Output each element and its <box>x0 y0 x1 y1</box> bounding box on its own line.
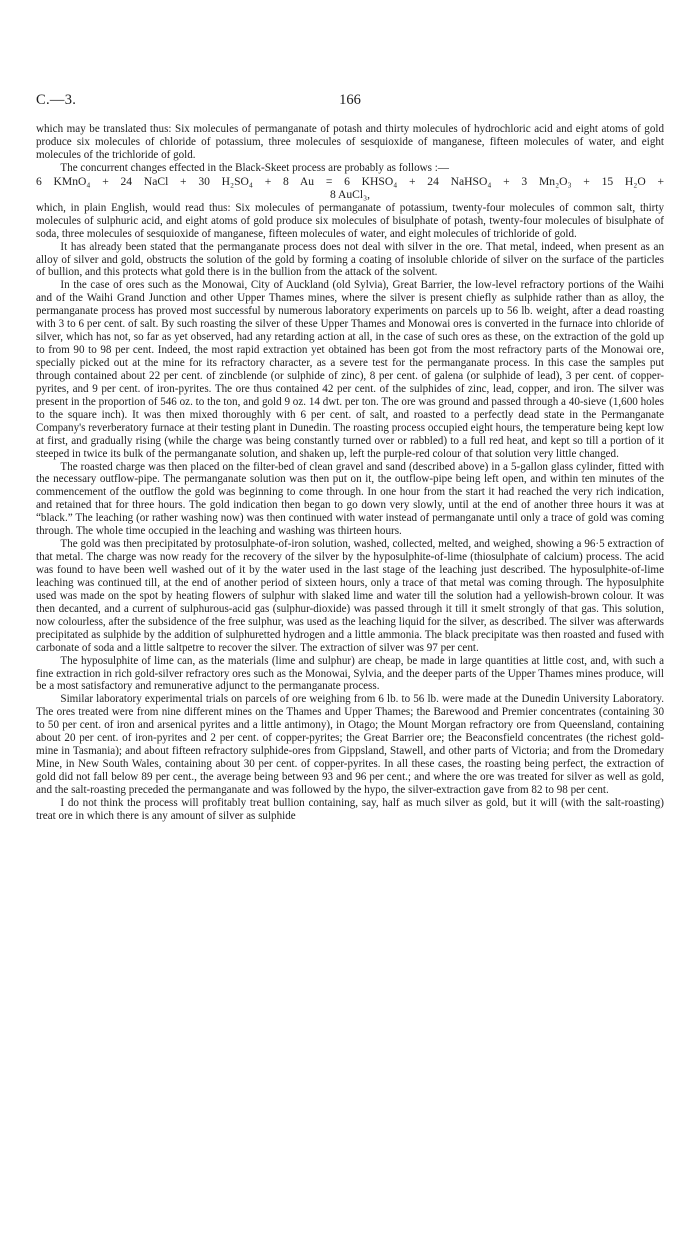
paragraph-black-skeet-intro: The concurrent changes effected in the Black-Skeet process are probably as follows :— <box>60 161 449 174</box>
paragraph-silver-note: It has already been stated that the permanganate process does not deal with silver in the ore. That metal, indeed, when present as an alloy of silver and gold, obstructs the solution of the gold by forming a coating of insoluble chloride of silver on the surface of the particles of bullion, and this protects what gold there is in the bullion from the attack of the solvent. <box>36 240 664 279</box>
paragraph-monowai-ores: In the case of ores such as the Monowai, City of Auckland (old Sylvia), Great Barrier, the low-level refractory portions of the Waihi and of the Waihi Grand Junction and other Upper Thames mines, where the silver is present chiefly as sulphide rather than as alloy, the permanganate process has proved most successful by numerous laboratory experiments on parcels up to 56 lb. weight, after a dead roasting with 3 to 6 per cent. of salt. By such roasting the silver of these Upper Thames and Monowai ores is converted in the furnace into chloride of silver, which has not, so far as yet observed, had any retarding action at all, in the case of such ores as these, on the extraction of the gold up to from 90 to 98 per cent. Indeed, the most rapid extraction yet obtained has been got from the most refractory parts of the Monowai ore, specially picked out at the mine for its refractory character, as a severe test for the permanganate process. In this case the samples put through contained about 22 per cent. of zincblende (or sulphide of zinc), 8 per cent. of galena (or sulphide of lead), 3 per cent. of copper-pyrites, and 9 per cent. of iron-pyrites. The ore thus contained 42 per cent. of the sulphides of zinc, lead, copper, and iron. The silver was present in the proportion of 546 oz. to the ton, and gold 9 oz. 14 dwt. per ton. The ore was ground and passed through a 40-sieve (1,600 holes to the square inch). It was then mixed thoroughly with 6 per cent. of salt, and roasted to a perfectly dead state in the Permanganate Company's reverberatory furnace at their testing plant in Dunedin. The roasting process occupied eight hours, the temperature being kept low at first, and gradually rising (while the charge was being constantly turned over or rabbled) to a full red heat, and kept so till a portion of it steeped in twice its bulk of the permanganate solution, and shaken up, left the purple-red colour of that solution very little changed. <box>36 279 664 460</box>
paragraph-translation: which may be translated thus: Six molecules of permanganate of potash and thirty molecules of hydrochloric acid and eight atoms of gold produce six molecules of chloride of potassium, three molecules of sesquioxide of manganese, fifteen molecules of water, and eight molecules of the trichloride of gold. <box>36 123 664 161</box>
page-number: 166 <box>339 92 361 108</box>
paragraph-gold-precipitated: The gold was then precipitated by protosulphate-of-iron solution, washed, collected, melted, and weighed, showing a 96·5 extraction of that metal. The charge was now ready for the recovery of the silver by the hyposulphite-of-lime (thiosulphate of calcium) process. The acid was found to have been well washed out of it by the water used in the last stage of the leaching just described. The hyposulphite-of-lime leaching was continued till, at the end of another period of sixteen hours, only a trace of that metal was coming through. The hyposulphite used was made on the spot by heating flowers of sulphur with slaked lime and water till the solution had a yellowish-brown colour. It was then decanted, and a current of sulphurous-acid gas (sulphur-dioxide) was passed through it till it smelt strongly of that gas. This solution, now colourless, after the subsidence of the free sulphur, was used as the leaching liquid for the silver, as described. The silver was afterwards precipitated as sulphide by the addition of sulphuretted hydrogen and a little ammonia. The black precipitate was then roasted and fused with carbonate of soda and a little saltpetre to recover the silver. The extraction of silver was 97 per cent. <box>36 538 664 654</box>
paragraph-plain-english: which, in plain English, would read thus: Six molecules of permanganate of potassium, twenty-four molecules of common salt, thirty molecules of sulphuric acid, and eight atoms of gold produce six molecules of bisulphate of potash, twenty-four molecules of bisulphate of soda, three molecules of sesquioxide of manganese, fifteen molecules of water, and eight molecules of trichloride of gold. <box>36 201 664 240</box>
equation-line-2: 8 AuCl₃, <box>329 187 371 201</box>
paragraph-hyposulphite: The hyposulphite of lime can, as the materials (lime and sulphur) are cheap, be made in large quantities at little cost, and, with such a fine extraction in rich gold-silver refractory ores such as the Monowai, Sylvia, and the deeper parts of the Upper Thames mines produce, will be a most satisfactory and remunerative adjunct to the permanganate process. <box>36 654 664 693</box>
report-reference: C.—3. <box>36 92 77 108</box>
paragraph-roasted-charge: The roasted charge was then placed on the filter-bed of clean gravel and sand (described above) in a 5-gallon glass cylinder, fitted with the necessary outflow-pipe. The permanganate solution was then put on it, the outflow-pipe being left open, and within ten minutes of the commencement of the outflow the gold was beginning to come through. In one hour from the start it had reached the very rich indication, and retained that for three hours. The gold indication then began to go down very slowly, until at the end of another three hours it was at “black.” The leaching (or rather washing now) was then continued with water instead of permanganate until only a trace of gold was coming through. The whole time occupied in the leaching and washing was thirteen hours. <box>36 460 664 538</box>
equation-line-1: 6 KMnO₄ + 24 NaCl + 30 H₂SO₄ + 8 Au = 6 KHSO₄ + 24 NaHSO₄ + 3 Mn₂O₃ + 15 H₂O + <box>36 174 664 188</box>
body-text <box>36 123 664 823</box>
page-header <box>36 92 664 112</box>
paragraph-bullion: I do not think the process will profitably treat bullion containing, say, half as much silver as gold, but it will (with the salt-roasting) treat ore in which there is any amount of silver as sulphide <box>36 796 664 822</box>
paragraph-similar-trials: Similar laboratory experimental trials on parcels of ore weighing from 6 lb. to 56 lb. were made at the Dunedin University Laboratory. The ores treated were from nine different mines on the Thames and Upper Thames; the Barewood and Premier concentrates (containing 30 to 50 per cent. of iron and arsenical pyrites and a little antimony), in Otago; the Mount Morgan refractory ore from Queensland, containing about 20 per cent. of iron-pyrites and 2 per cent. of copper-pyrites; the Great Barrier ore; the Beaconsfield concentrates (the richest gold-mine in Tasmania); and about fifteen refractory sulphide-ores from Gippsland, Stawell, and other parts of Victoria; and from the Dromedary Mine, in New South Wales, containing about 30 per cent. of copper-pyrites. In all these cases, the roasting being perfect, the extraction of gold did not fall below 89 per cent., the average being between 93 and 96 per cent.; and where the ore was treated for silver as well as gold, and the salt-roasting preceded the permanganate and was followed by the hypo, the silver-extraction gave from 82 to 98 per cent. <box>36 693 664 796</box>
